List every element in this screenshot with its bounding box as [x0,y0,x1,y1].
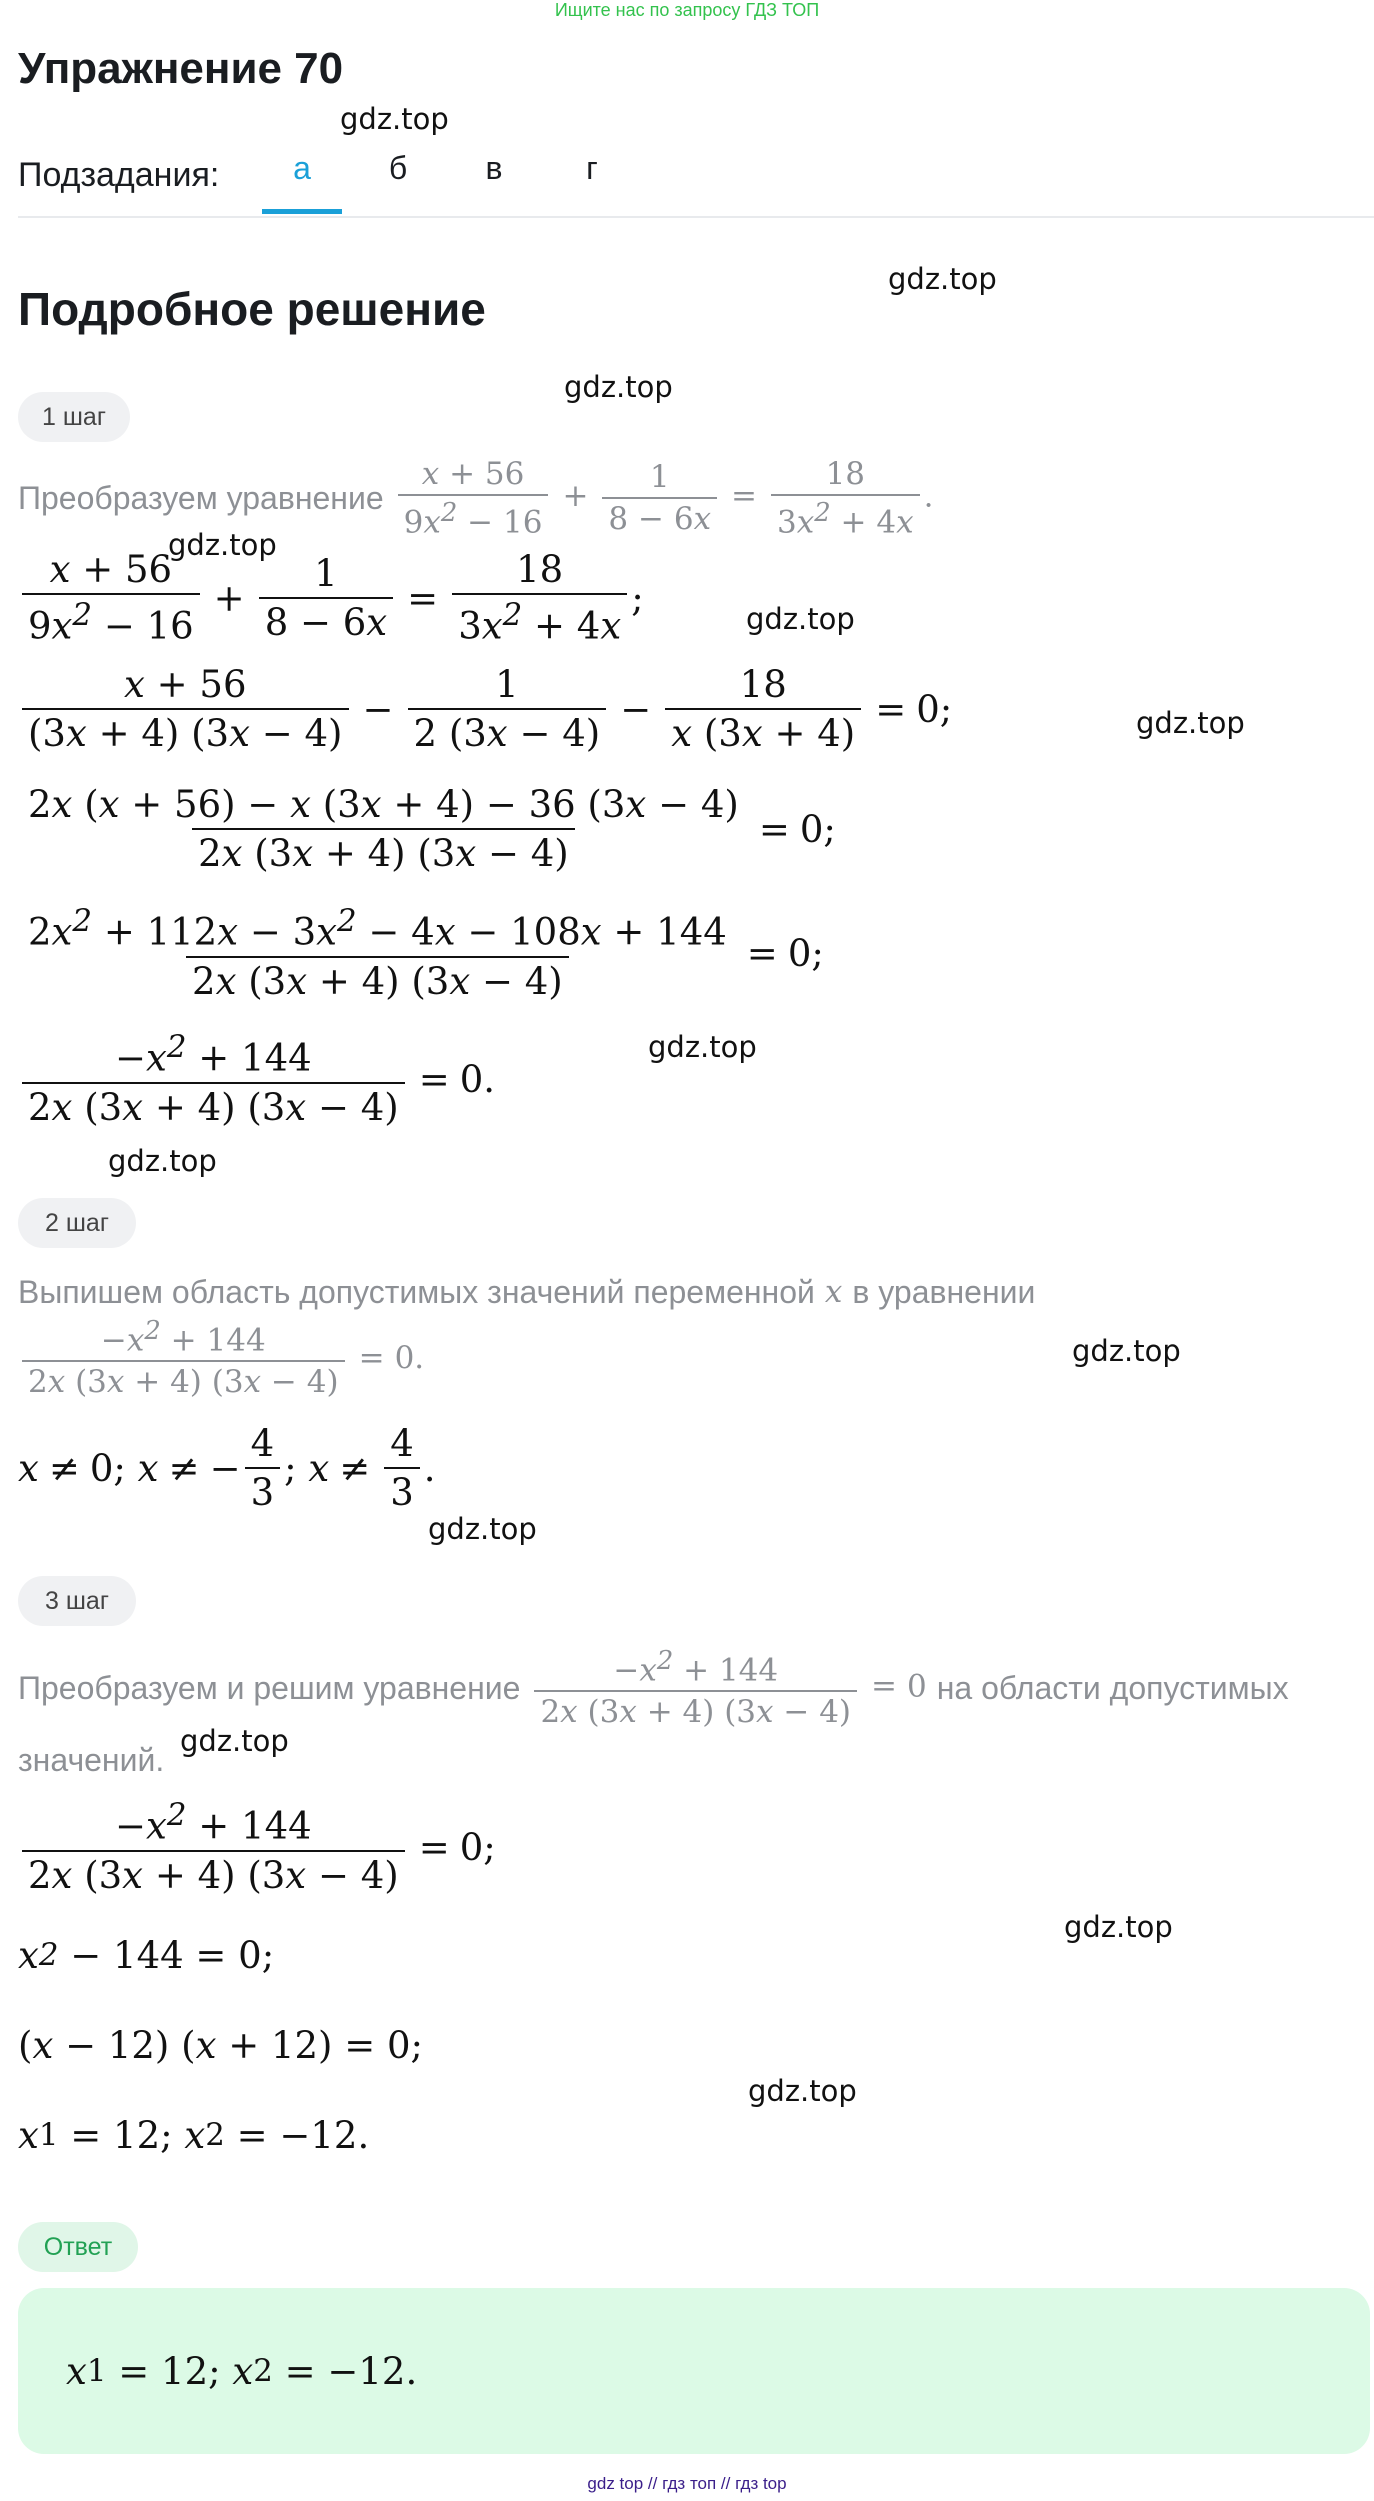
step-1-line-2: $\frac{x + 56}{(3x + 4) (3x - 4)}$ − $\frac{1}{2 (3x - 4)}$ − $\frac{18}{x (3x + 4)}$ = 0; [18,656,952,762]
subtasks-label: Подзадания: [18,156,220,194]
tab-b[interactable]: б [388,150,408,186]
step-2-intro [18,1268,1035,1316]
tab-a[interactable]: а [262,150,342,214]
tab-g[interactable]: г [586,150,598,186]
section-title: Подробное решение [18,283,486,335]
step-1-intro [18,450,933,546]
step-1-intro-text: Преобразуем уравнение [18,479,384,516]
step-2-intro-after: в уравнении [852,1273,1036,1310]
watermark: gdz.top [428,1512,537,1546]
step-badge: 2 шаг [18,1198,136,1248]
step-2-intro-text: Выпишем область допустимых значений переменной [18,1273,815,1310]
watermark: gdz.top [888,262,997,296]
step-3-line-3: ( x − 12) ( x + 12) = 0; [18,2023,424,2067]
step-3-intro-formula: $\frac{-x^2 + 144}{2x (3x + 4) (3x - 4)}$ = 0 [530,1646,926,1730]
step-1-line-5: $\frac{-x^2 + 144}{2x (3x + 4) (3x - 4)}$ = 0. [18,1026,495,1132]
page-title: Упражнение 70 [18,44,344,93]
step-1-line-4: $\frac{2x^2 + 112x - 3x^2 - 4x - 108x + 144}{2x (3x + 4) (3x - 4)}$ = 0; [28,903,824,1003]
step-2-intro-formula: $\frac{-x^2 + 144}{2x (3x + 4) (3x - 4)}$ = 0. [18,1310,424,1406]
watermark: gdz.top [1064,1910,1173,1944]
step-2-intro-var: x [824,1274,843,1310]
watermark: gdz.top [1072,1334,1181,1368]
watermark: gdz.top [340,102,449,136]
watermark: gdz.top [648,1030,757,1064]
answer-badge: Ответ [18,2222,138,2272]
step-3-intro-text: Преобразуем и решим уравнение [18,1669,521,1706]
step-3-intro-wrap: значений. [18,1742,165,1778]
watermark: gdz.top [1136,706,1245,740]
tab-v[interactable]: в [485,150,503,186]
step-badge: 1 шаг [18,392,130,442]
step-2-line-1: x ≠ 0; x ≠ − $\frac{4}{3}$ ; x ≠ $\frac{4}{3}$ . [18,1422,436,1514]
subtask-tabs [18,150,1374,218]
answer-value: x 1 = 12; x 2 = −12. [66,2349,418,2393]
watermark: gdz.top [748,2074,857,2108]
step-3-intro [18,1640,1289,1736]
step-1-line-3: $\frac{2x (x + 56) - x (3x + 4) - 36 (3x - 4)}{2x (3x + 4) (3x - 4)}$ = 0; [28,783,836,875]
step-3-line-4: x 1 = 12; x 2 = −12. [18,2113,370,2157]
step-badge: 3 шаг [18,1576,136,1626]
step-3-line-1: $\frac{-x^2 + 144}{2x (3x + 4) (3x - 4)}$ = 0; [18,1794,496,1900]
step-1-intro-formula: $\frac{x + 56}{9x^2 - 16}$ + $\frac{1}{8 - 6x}$ = $\frac{18}{3x^2 + 4x}$ . [394,456,934,540]
step-1-line-1: $\frac{x + 56}{9x^2 - 16}$ + $\frac{1}{8 - 6x}$ = $\frac{18}{3x^2 + 4x}$ ; [18,548,644,648]
step-3-line-2: x 2 − 144 = 0; [18,1933,275,1977]
step-3-intro-after: на области допустимых [936,1669,1289,1706]
footer-links[interactable]: gdz top // гдз топ // гдз top [587,2474,787,2493]
watermark: gdz.top [180,1724,289,1758]
watermark: gdz.top [564,370,673,404]
watermark: gdz.top [168,528,277,562]
watermark: gdz.top [108,1144,217,1178]
watermark: gdz.top [746,602,855,636]
search-banner[interactable]: Ищите нас по запросу ГДЗ ТОП [554,0,820,20]
